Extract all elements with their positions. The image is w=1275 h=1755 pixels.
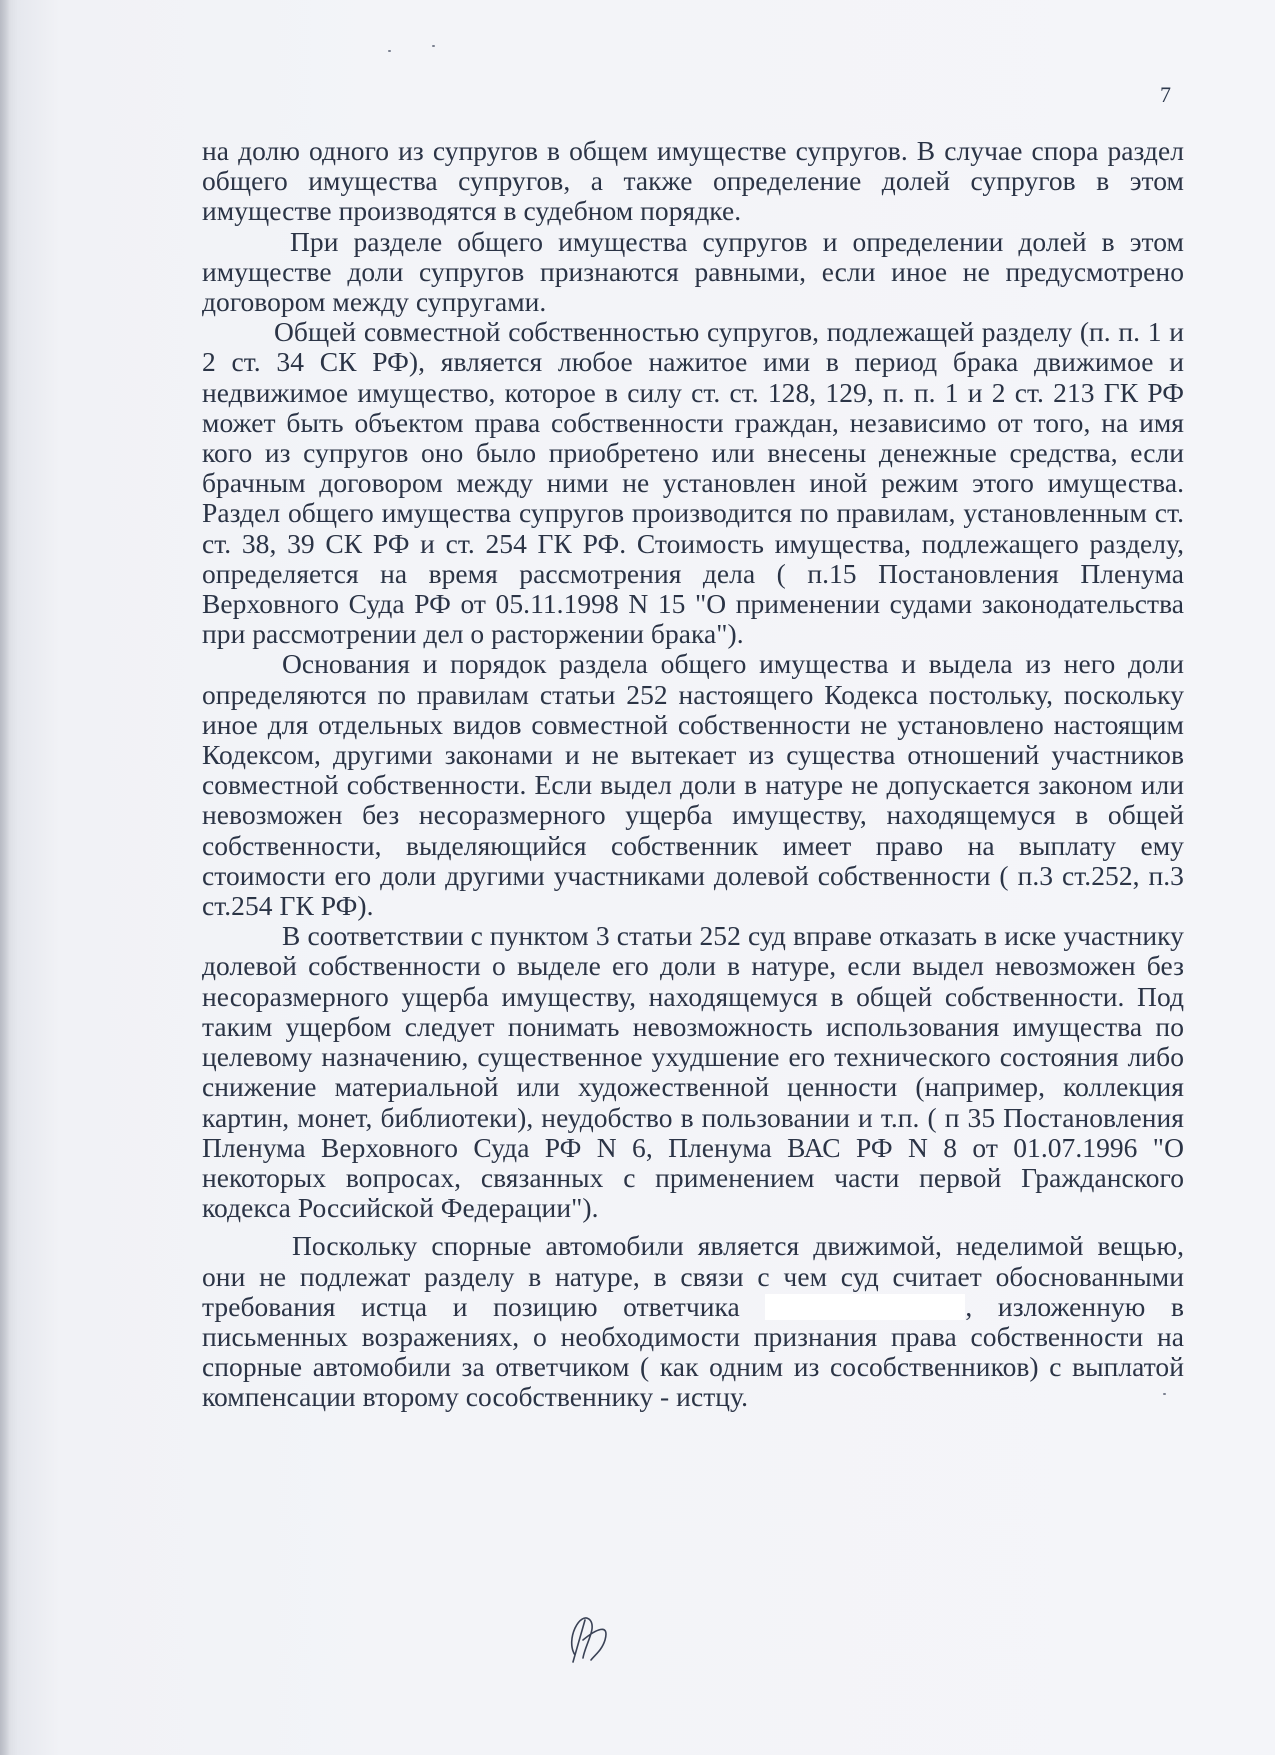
scan-speck — [432, 45, 435, 47]
paragraph-6-start: Поскольку спорные автомобили является движимой, неделимой вещью, они не подлежат разделу в натуре, в связи с чем суд считает обоснованными требования истца и позицию ответчика — [202, 1230, 1184, 1322]
page-number: 7 — [1160, 82, 1171, 107]
signature-mark — [555, 1600, 625, 1670]
paragraph-3: Общей совместной собственностью супругов, подлежащей разделу (п. п. 1 и 2 ст. 34 СК РФ), является любое нажитое ими в период брака движимое и недвижимое имущество, которое в силу ст. ст. 128, 129, п. п. 1 и 2 ст. 213 ГК РФ может быть объектом права собственности граждан, независимо от того, на имя кого из супругов оно было приобретено или внесены денежные средства, если брачным договором между ними не установлен иной режим этого имущества. Раздел общего имущества супругов производится по правилам, установленным ст. ст. 38, 39 СК РФ и ст. 254 ГК РФ. Стоимость имущества, подлежащего разделу, определяется на время рассмотрения дела ( п.15 Постановления Пленума Верховного Суда РФ от 05.11.1998 N 15 "О применении судами законодательства при рассмотрении дел о расторжении брака"). — [202, 316, 1184, 650]
scan-edge-shadow — [0, 0, 10, 1755]
redacted-name — [765, 1294, 965, 1320]
paragraph-1: на долю одного из супругов в общем имуществе супругов. В случае спора раздел общего имущества супругов, а также определение долей супругов в этом имуществе производятся в судебном порядке. — [202, 135, 1184, 227]
scan-speck — [388, 50, 391, 52]
paragraph-5: В соответствии с пунктом 3 статьи 252 суд вправе отказать в иске участнику долевой собственности о выделе его доли в натуре, если выдел невозможен без несоразмерного ущерба имуществу, находящемуся в общей собственности. Под таким ущербом следует понимать невозможность использования имущества по целевому назначению, существенное ухудшение его технического состояния либо снижение материальной или художественной ценности (например, коллекция картин, монет, библиотеки), неудобство в пользовании и т.п. ( п 35 Постановления Пленума Верховного Суда РФ N 6, Пленума ВАС РФ N 8 от 01.07.1996 "О некоторых вопросах, связанных с применением части первой Гражданского кодекса Российской Федерации"). — [202, 920, 1184, 1224]
paragraph-6 — [202, 1231, 1184, 1412]
paragraph-4: Основания и порядок раздела общего имущества и выдела из него доли определяются по правилам статьи 252 настоящего Кодекса постольку, поскольку иное для отдельных видов совместной собственности не установлено настоящим Кодексом, другими законами и не вытекает из существа отношений участников совместной собственности. Если выдел доли в натуре не допускается законом или невозможен без несоразмерного ущерба имуществу, находящемуся в общей собственности, выделяющийся собственник имеет право на выплату ему стоимости его доли другими участниками долевой собственности ( п.3 ст.252, п.3 ст.254 ГК РФ). — [202, 648, 1184, 922]
paragraph-6-end: , изложенную в письменных возражениях, о необходимости признания права собственности на спорные автомобили за ответчиком ( как одним из сособственников) с выплатой компенсации второму сособственнику - истцу. — [202, 1290, 1185, 1413]
paragraph-2: При разделе общего имущества супругов и определении долей в этом имуществе доли супругов признаются равными, если иное не предусмотрено договором между супругами. — [202, 225, 1184, 318]
document-body — [202, 136, 1184, 1413]
